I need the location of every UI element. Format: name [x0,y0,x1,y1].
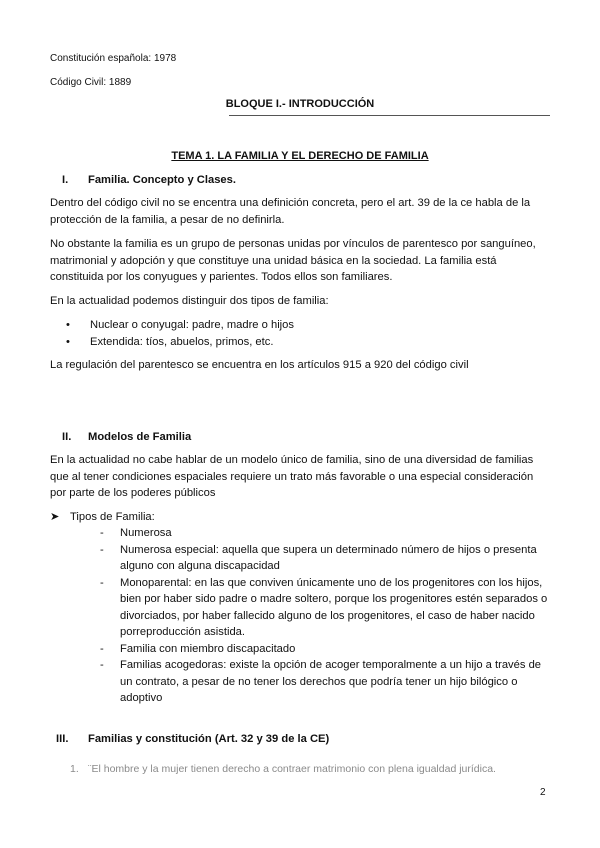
list-item: - Numerosa especial: aquella que supera un determinado número de hijos o presenta alguno con alguna discapacidad [100,543,537,572]
list-item: - Familias acogedoras: existe la opción de acoger temporalmente a un hijo a través de un contrato, a pesar de no tener los derechos que podría tener un hijo bilógico o adoptivo [100,659,542,704]
bullet-icon: • [66,335,70,348]
dash-icon: - [100,543,104,556]
dash-icon: - [100,527,104,539]
quote-number: 1. [70,763,79,775]
section-2-number: II. [62,431,72,443]
section-3-title: Familias y constitución (Art. 32 y 39 de la CE) [88,733,330,745]
dash-icon: - [100,659,104,671]
section-1-number: I. [62,174,69,186]
section-2-paragraph-1: En la actualidad no cabe hablar de un modelo único de familia, sino de una diversidad de familias que al tener condiciones espaciales requiere un trato más favorable o una especial consideración por parte de los poderes públicos [50,454,534,499]
civil-code-year: Código Civil: 1889 [50,77,132,88]
list-item: - Monoparental: en las que conviven únicamente uno de los progenitores con los hijos, bien por haber sido padre o madre soltero, porque los progenitores estén separados o divorciados, por haber fallecido alguno de los progenitores, el caso de haber nacido porreproducción asistida. [100,576,548,638]
dash-icon: - [100,642,104,655]
arrow-bullet-icon: ➤ [50,511,60,523]
section-1-paragraph-2: No obstante la familia es un grupo de personas unidas por vínculos de parentesco por sanguíneo, matrimonial y adopción y que constituye una unidad básica en la sociedad. La familia está constituida por los conyugues y parientes. Todos ellos son familiares. [50,238,536,283]
quote-text: ¨El hombre y la mujer tienen derecho a contraer matrimonio con plena igualdad jurídica. [88,763,496,775]
section-2-title: Modelos de Familia [88,431,192,443]
family-models-list [100,525,550,707]
constitution-quote [70,763,496,775]
section-1-title: Familia. Concepto y Clases. [88,174,236,186]
section-1-paragraph-4: La regulación del parentesco se encuentra en los artículos 915 a 920 del código civil [50,359,469,371]
tema-title: TEMA 1. LA FAMILIA Y EL DERECHO DE FAMILIA [171,150,429,162]
bloque-title: BLOQUE I.- INTRODUCCIÓN [225,98,375,110]
header-rule [229,115,550,116]
list-item: • Extendida: tíos, abuelos, primos, etc. [50,334,550,351]
section-3-number: III. [56,733,69,745]
family-types-list [50,317,550,350]
dash-icon: - [100,576,104,589]
section-1-heading [62,174,236,186]
section-1-paragraph-1: Dentro del código civil no se encentra una definición concreta, pero el art. 39 de la ce habla de la protección de la familia, a pesar de no definirla. [50,197,531,226]
section-2-heading [62,431,191,443]
section-3-heading [56,733,329,745]
section-1-paragraph-3: En la actualidad podemos distinguir dos tipos de familia: [50,295,329,307]
list-item: • Nuclear o conyugal: padre, madre o hijos [50,317,550,334]
bullet-icon: • [66,319,70,331]
family-types-heading: ➤ Tipos de Familia: [50,509,155,526]
list-item: - Familia con miembro discapacitado [120,641,550,658]
constitution-year: Constitución española: 1978 [50,53,177,64]
list-item: - Numerosa [120,525,550,542]
page-number: 2 [540,787,546,798]
